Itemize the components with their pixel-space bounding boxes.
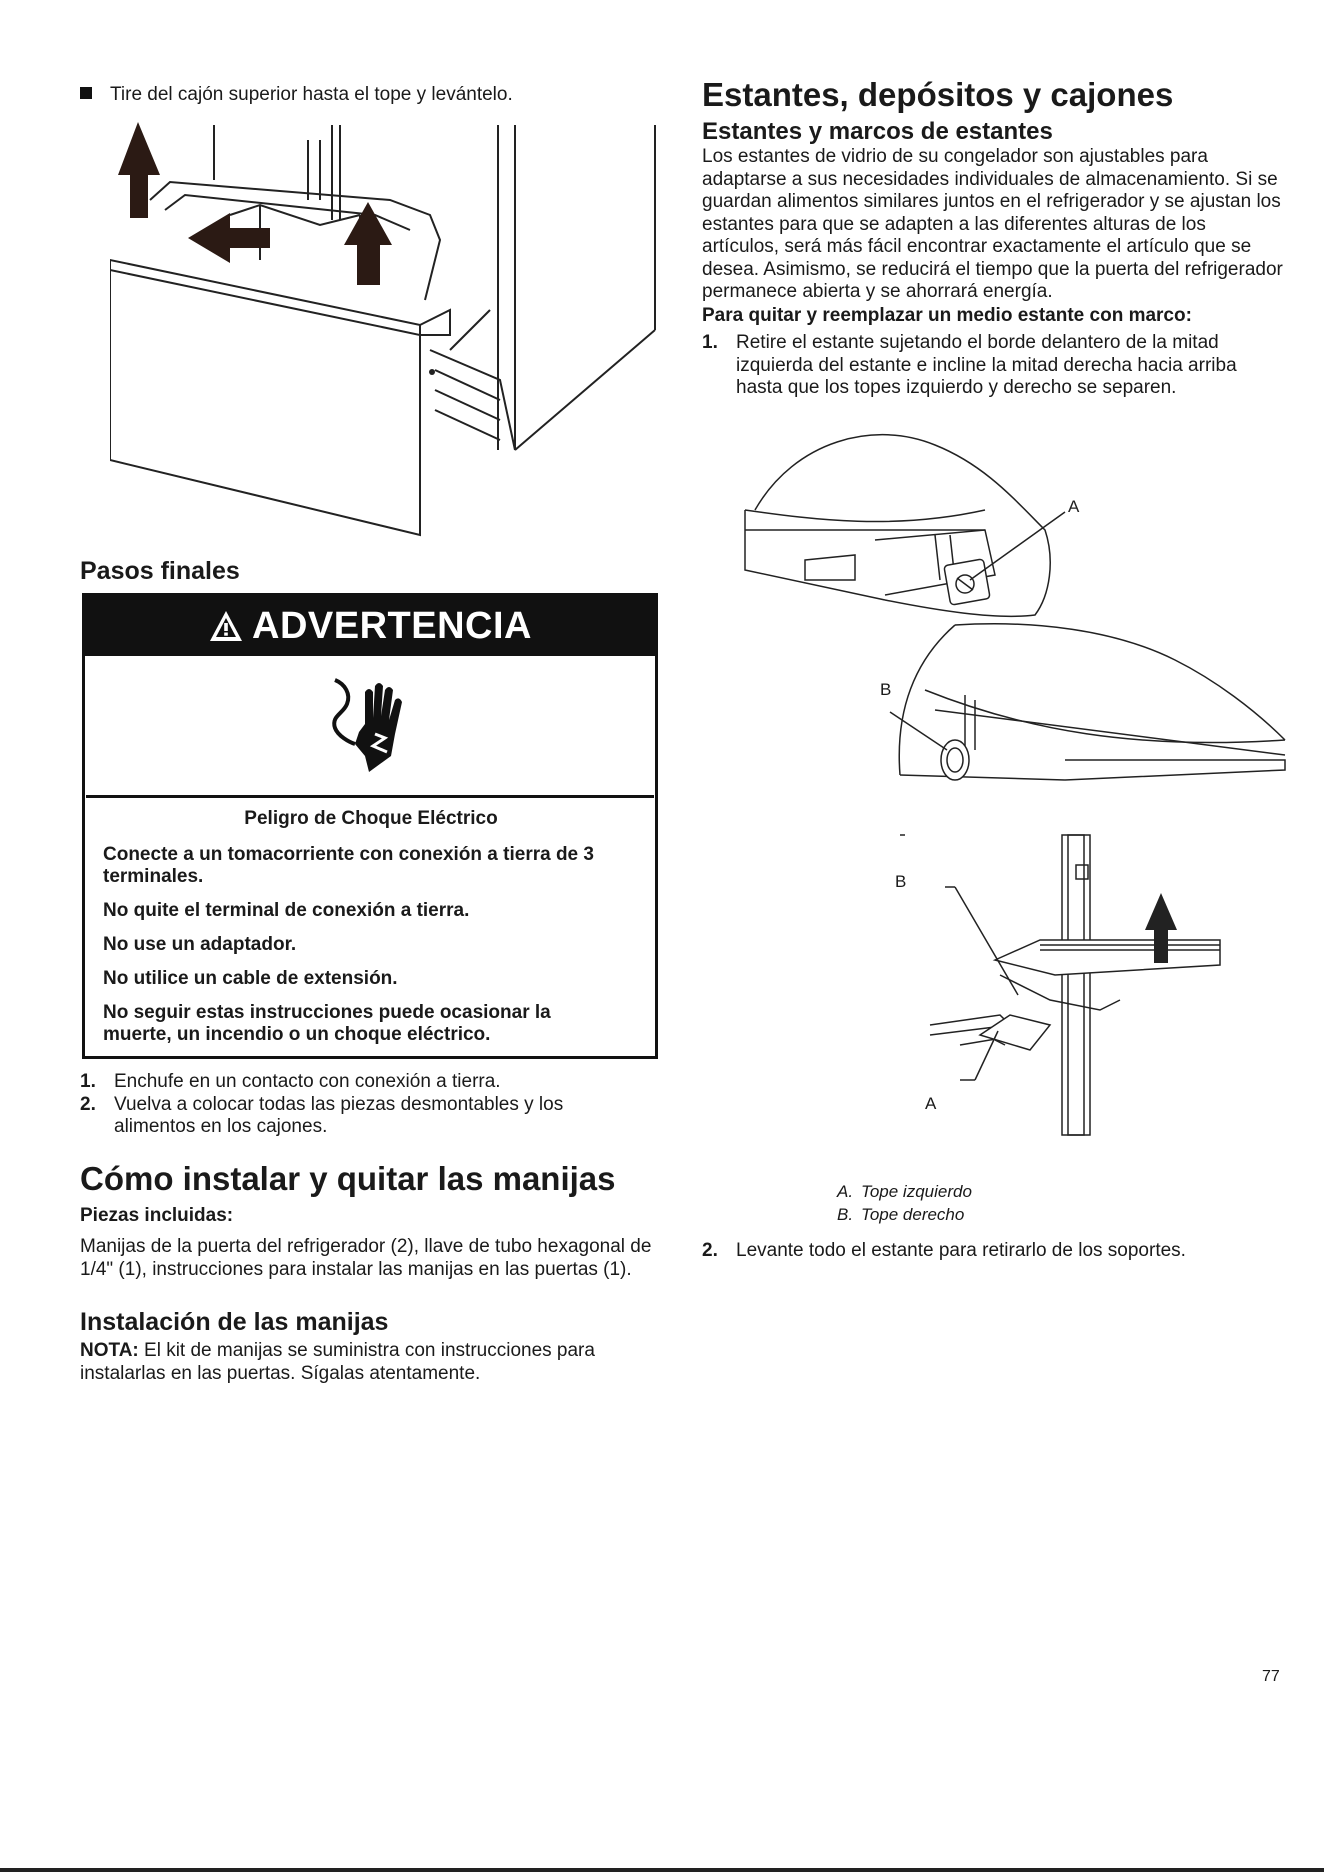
figure-captions (837, 1180, 972, 1226)
shelf-bracket-illustration (900, 825, 1240, 1145)
list-item: 2. Vuelva a colocar todas las piezas desmontables y los alimentos en los cajones. (80, 1093, 564, 1137)
warning-header (85, 596, 655, 656)
shelf-left-stop-illustration (735, 420, 1095, 630)
shelves-intro: Los estantes de vidrio de su congelador son ajustables para adaptarse a sus necesidades individuales de almacenamiento. Si se guardan alimentos similares juntos en el refrigerador y se ajustan los estantes para que se adapten a las diferentes alturas de los artículos, será más fácil encontrar exactamente el artículo que se desea. Asimismo, se reducirá el tiempo que la puerta del refrigerador permanece abierta y se ahorrará energía. (702, 146, 1283, 302)
figure-label-a: A (925, 1094, 937, 1113)
drawer-lift-illustration (110, 120, 670, 540)
list-item: 1. Retire el estante sujetando el borde delantero de la mitad izquierda del estante e incline la mitad derecha hacia arriba hasta que los topes izquierdo y derecho se separen. (702, 332, 1237, 398)
list-item: 1. Enchufe en un contacto con conexión a tierra. (80, 1071, 501, 1092)
handles-heading: Cómo instalar y quitar las manijas (80, 1160, 616, 1197)
page-bottom-border (0, 1868, 1324, 1872)
note-text: El kit de manijas se suministra con instrucciones para instalarlas en las puertas. Sígalas atentamente. (80, 1340, 595, 1384)
page-number: 77 (1262, 1668, 1280, 1685)
warning-hazard: Peligro de Choque Eléctrico (244, 808, 498, 829)
parts-heading: Piezas incluidas: (80, 1205, 234, 1226)
warning-line: No use un adaptador. (103, 934, 297, 955)
parts-text: Manijas de la puerta del refrigerador (2), llave de tubo hexagonal de 1/4" (1), instrucciones para instalar las manijas en las puertas (1). (80, 1236, 652, 1280)
electric-shock-hand-icon (325, 672, 415, 782)
warning-title: ADVERTENCIA (252, 604, 532, 647)
figure-label-b: B (880, 680, 892, 699)
procedure-step-1 (702, 332, 1272, 400)
procedure-heading: Para quitar y reemplazar un medio estante con marco: (702, 305, 1192, 326)
shelves-subheading: Estantes y marcos de estantes (702, 118, 1053, 145)
install-heading: Instalación de las manijas (80, 1308, 389, 1336)
shelf-right-stop-illustration (875, 620, 1295, 790)
caption-item: A. Tope izquierdo (837, 1182, 972, 1201)
list-item: 2. Levante todo el estante para retirarlo de los soportes. (702, 1240, 1186, 1261)
warning-box (82, 593, 658, 1059)
bullet-marker (80, 87, 92, 99)
warning-line: No utilice un cable de extensión. (103, 968, 398, 989)
warning-body (85, 798, 655, 1046)
figure-label-a: A (1068, 497, 1080, 516)
warning-icon-area (86, 656, 654, 798)
procedure-step-2 (702, 1240, 1282, 1263)
final-steps-list (80, 1071, 640, 1139)
bullet-text: Tire del cajón superior hasta el tope y levántelo. (110, 84, 513, 105)
final-steps-heading: Pasos finales (80, 557, 240, 585)
bullet-item (80, 84, 513, 106)
warning-line: Conecte a un tomacorriente con conexión a tierra de 3 terminales. (103, 844, 594, 887)
caption-item: B. Tope derecho (837, 1205, 965, 1224)
note-label: NOTA: (80, 1340, 139, 1361)
figure-label-b: B (895, 872, 907, 891)
warning-line: No seguir estas instrucciones puede ocasionar la muerte, un incendio o un choque eléctrico. (103, 1002, 551, 1045)
warning-line: No quite el terminal de conexión a tierra. (103, 900, 470, 921)
warning-triangle-icon (208, 609, 244, 643)
shelves-heading: Estantes, depósitos y cajones (702, 76, 1174, 113)
note-paragraph (80, 1340, 640, 1385)
